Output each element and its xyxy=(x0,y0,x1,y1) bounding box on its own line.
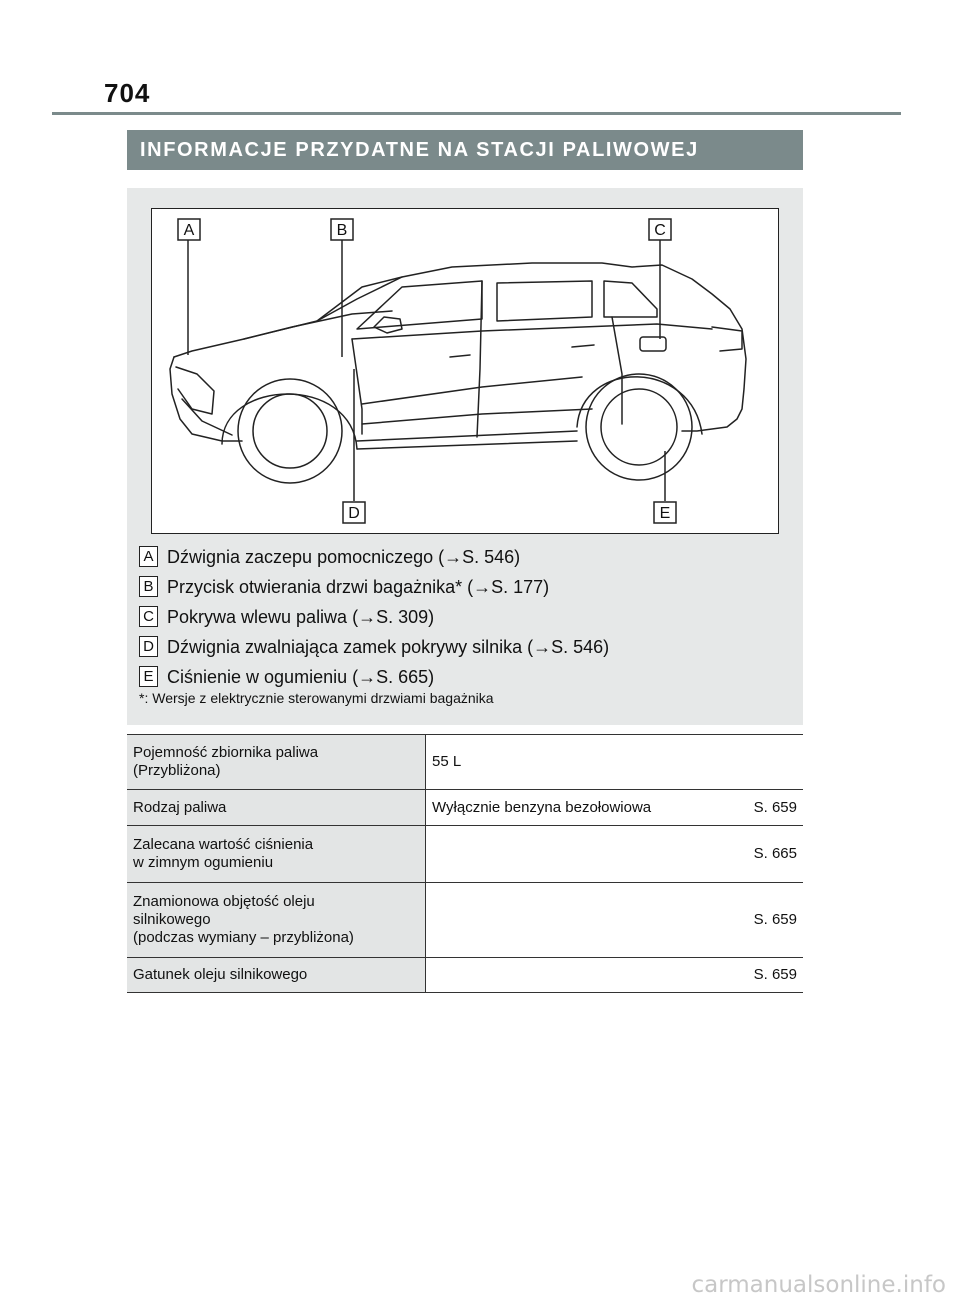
legend-item-c xyxy=(139,602,789,632)
svg-text:E: E xyxy=(659,505,671,522)
legend-text-b: Przycisk otwierania drzwi bagażnika* (→S. 177) xyxy=(167,577,550,597)
table-row xyxy=(127,826,803,883)
table-row xyxy=(127,883,803,958)
row-label-tire-pressure: Zalecana wartość ciśnienia w zimnym ogumieniu xyxy=(127,826,426,883)
row-label-oil-grade: Gatunek oleju silnikowego xyxy=(127,958,426,993)
callout-b-icon xyxy=(331,219,353,240)
row-value-fuel-capacity: 55 L xyxy=(426,735,804,790)
row-value-oil-capacity: S. 659 xyxy=(426,883,804,958)
legend-item-e xyxy=(139,662,789,692)
legend-text-d: Dźwignia zwalniająca zamek pokrywy silnika (→S. 546) xyxy=(167,637,610,657)
legend-letter-d: D xyxy=(139,636,158,657)
svg-text:A: A xyxy=(183,222,195,239)
svg-text:C: C xyxy=(654,222,666,239)
diagram-panel xyxy=(127,188,803,725)
row-value-fuel-type: Wyłącznie benzyna bezołowiowa S. 659 xyxy=(426,790,804,826)
row-value-tire-pressure: S. 665 xyxy=(426,826,804,883)
legend-item-a xyxy=(139,542,789,572)
legend-letter-a: A xyxy=(139,546,158,567)
legend-item-d xyxy=(139,632,789,662)
vehicle-illustration xyxy=(151,208,779,534)
callout-e-icon xyxy=(654,502,676,523)
section-title: INFORMACJE PRZYDATNE NA STACJI PALIWOWEJ xyxy=(127,130,803,170)
fuel-spec-table xyxy=(127,734,803,993)
legend-letter-b: B xyxy=(139,576,158,597)
legend-item-b xyxy=(139,572,789,602)
row-label-oil-capacity: Znamionowa objętość oleju silnikowego (podczas wymiany – przybliżona) xyxy=(127,883,426,958)
svg-text:D: D xyxy=(348,505,360,522)
footnote: *: Wersje z elektrycznie sterowanymi drzwiami bagażnika xyxy=(139,690,494,706)
legend-letter-c: C xyxy=(139,606,158,627)
suv-side-view-illustration xyxy=(152,209,777,532)
page-number: 704 xyxy=(104,78,151,108)
legend-text-c: Pokrywa wlewu paliwa (→S. 309) xyxy=(167,607,435,627)
callout-legend xyxy=(139,542,789,706)
table-row xyxy=(127,790,803,826)
row-label-fuel-type: Rodzaj paliwa xyxy=(127,790,426,826)
legend-text-e: Ciśnienie w ogumieniu (→S. 665) xyxy=(167,667,435,687)
legend-letter-e: E xyxy=(139,666,158,687)
callout-d-icon xyxy=(343,502,365,523)
row-value-oil-grade: S. 659 xyxy=(426,958,804,993)
table-row xyxy=(127,958,803,993)
svg-text:B: B xyxy=(336,222,348,239)
row-label-fuel-capacity: Pojemność zbiornika paliwa (Przybliżona) xyxy=(127,735,426,790)
table-row xyxy=(127,735,803,790)
watermark: carmanualsonline.info xyxy=(691,1272,946,1298)
header-rule xyxy=(52,112,901,115)
callout-c-icon xyxy=(649,219,671,240)
callout-a-icon xyxy=(178,219,200,240)
legend-text-a: Dźwignia zaczepu pomocniczego (→S. 546) xyxy=(167,547,521,567)
